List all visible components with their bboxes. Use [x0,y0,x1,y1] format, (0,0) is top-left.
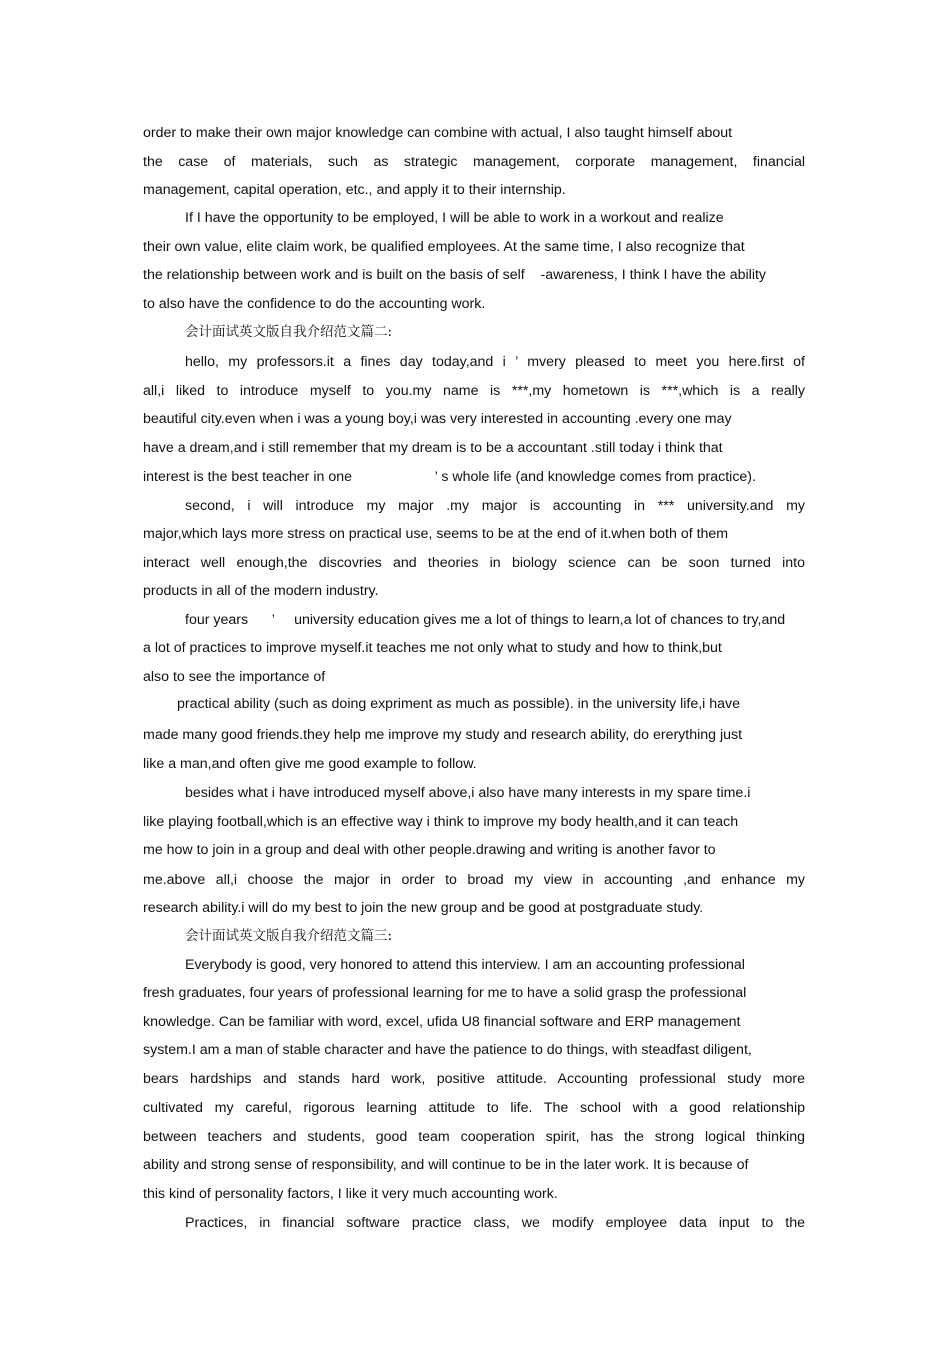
text-line: like a man,and often give me good example to follow. [143,756,477,772]
text-line: have a dream,and i still remember that my dream is to be a accountant .still today i think that [143,440,723,456]
text-line: the case of materials, such as strategic management, corporate management, financial [143,154,805,170]
text-line: this kind of personality factors, I like it very much accounting work. [143,1186,558,1202]
text-line: between teachers and students, good team cooperation spirit, has the strong logical thinking [143,1129,805,1145]
text-line: research ability.i will do my best to join the new group and be good at postgraduate study. [143,900,704,916]
text-line: bears hardships and stands hard work, positive attitude. Accounting professional study more [143,1071,805,1087]
paragraph-first-line: If I have the opportunity to be employed, I will be able to work in a workout and realize [185,210,724,226]
text-line: their own value, elite claim work, be qualified employees. At the same time, I also recognize that [143,239,745,255]
text-line: the relationship between work and is built on the basis of self -awareness, I think I have the ability [143,267,767,283]
text-line: me how to join in a group and deal with other people.drawing and writing is another favor to [143,842,716,858]
text-line: system.I am a man of stable character and have the patience to do things, with steadfast diligent, [143,1042,752,1058]
text-line: knowledge. Can be familiar with word, excel, ufida U8 financial software and ERP management [143,1014,741,1030]
paragraph-first-line: hello, my professors.it a fines day today,and i ’ mvery pleased to meet you here.first of [185,354,805,370]
section-heading: 会计面试英文版自我介绍范文篇三: [185,928,393,944]
text-line: interact well enough,the discovries and theories in biology science can be soon turned into [143,555,805,571]
text-line: all,i liked to introduce myself to you.my name is ***,my hometown is ***,which is a really [143,383,805,399]
text-line: order to make their own major knowledge can combine with actual, I also taught himself about [143,125,733,141]
text-line: me.above all,i choose the major in order to broad my view in accounting ,and enhance my [143,872,805,888]
text-line: ability and strong sense of responsibility, and will continue to be in the later work. It is because of [143,1157,749,1173]
paragraph-first-line: second, i will introduce my major .my major is accounting in *** university.and my [185,498,805,514]
paragraph-first-line: besides what i have introduced myself above,i also have many interests in my spare time.i [185,785,751,801]
paragraph-first-line: four years ’ university education gives me a lot of things to learn,a lot of chances to try,and [185,612,786,628]
text-line: products in all of the modern industry. [143,583,379,599]
text-line: management, capital operation, etc., and apply it to their internship. [143,182,566,198]
section-heading: 会计面试英文版自我介绍范文篇二: [185,324,393,340]
text-line: a lot of practices to improve myself.it teaches me not only what to study and how to think,but [143,640,722,656]
text-line: cultivated my careful, rigorous learning attitude to life. The school with a good relationship [143,1100,805,1116]
text-line: fresh graduates, four years of professional learning for me to have a solid grasp the professional [143,985,747,1001]
text-line: major,which lays more stress on practical use, seems to be at the end of it.when both of them [143,526,729,542]
text-line: practical ability (such as doing expriment as much as possible). in the university life,i have [177,696,741,712]
text-line: beautiful city.even when i was a young boy,i was very interested in accounting .every one may [143,411,732,427]
text-line: like playing football,which is an effective way i think to improve my body health,and it can teach [143,814,739,830]
text-line: also to see the importance of [143,669,326,685]
paragraph-first-line: Practices, in financial software practice class, we modify employee data input to the [185,1215,805,1231]
text-line: made many good friends.they help me improve my study and research ability, do ererything just [143,727,743,743]
paragraph-first-line: Everybody is good, very honored to attend this interview. I am an accounting professional [185,957,745,973]
text-line: interest is the best teacher in one ’ s whole life (and knowledge comes from practice). [143,469,756,485]
text-line: to also have the confidence to do the accounting work. [143,296,486,312]
